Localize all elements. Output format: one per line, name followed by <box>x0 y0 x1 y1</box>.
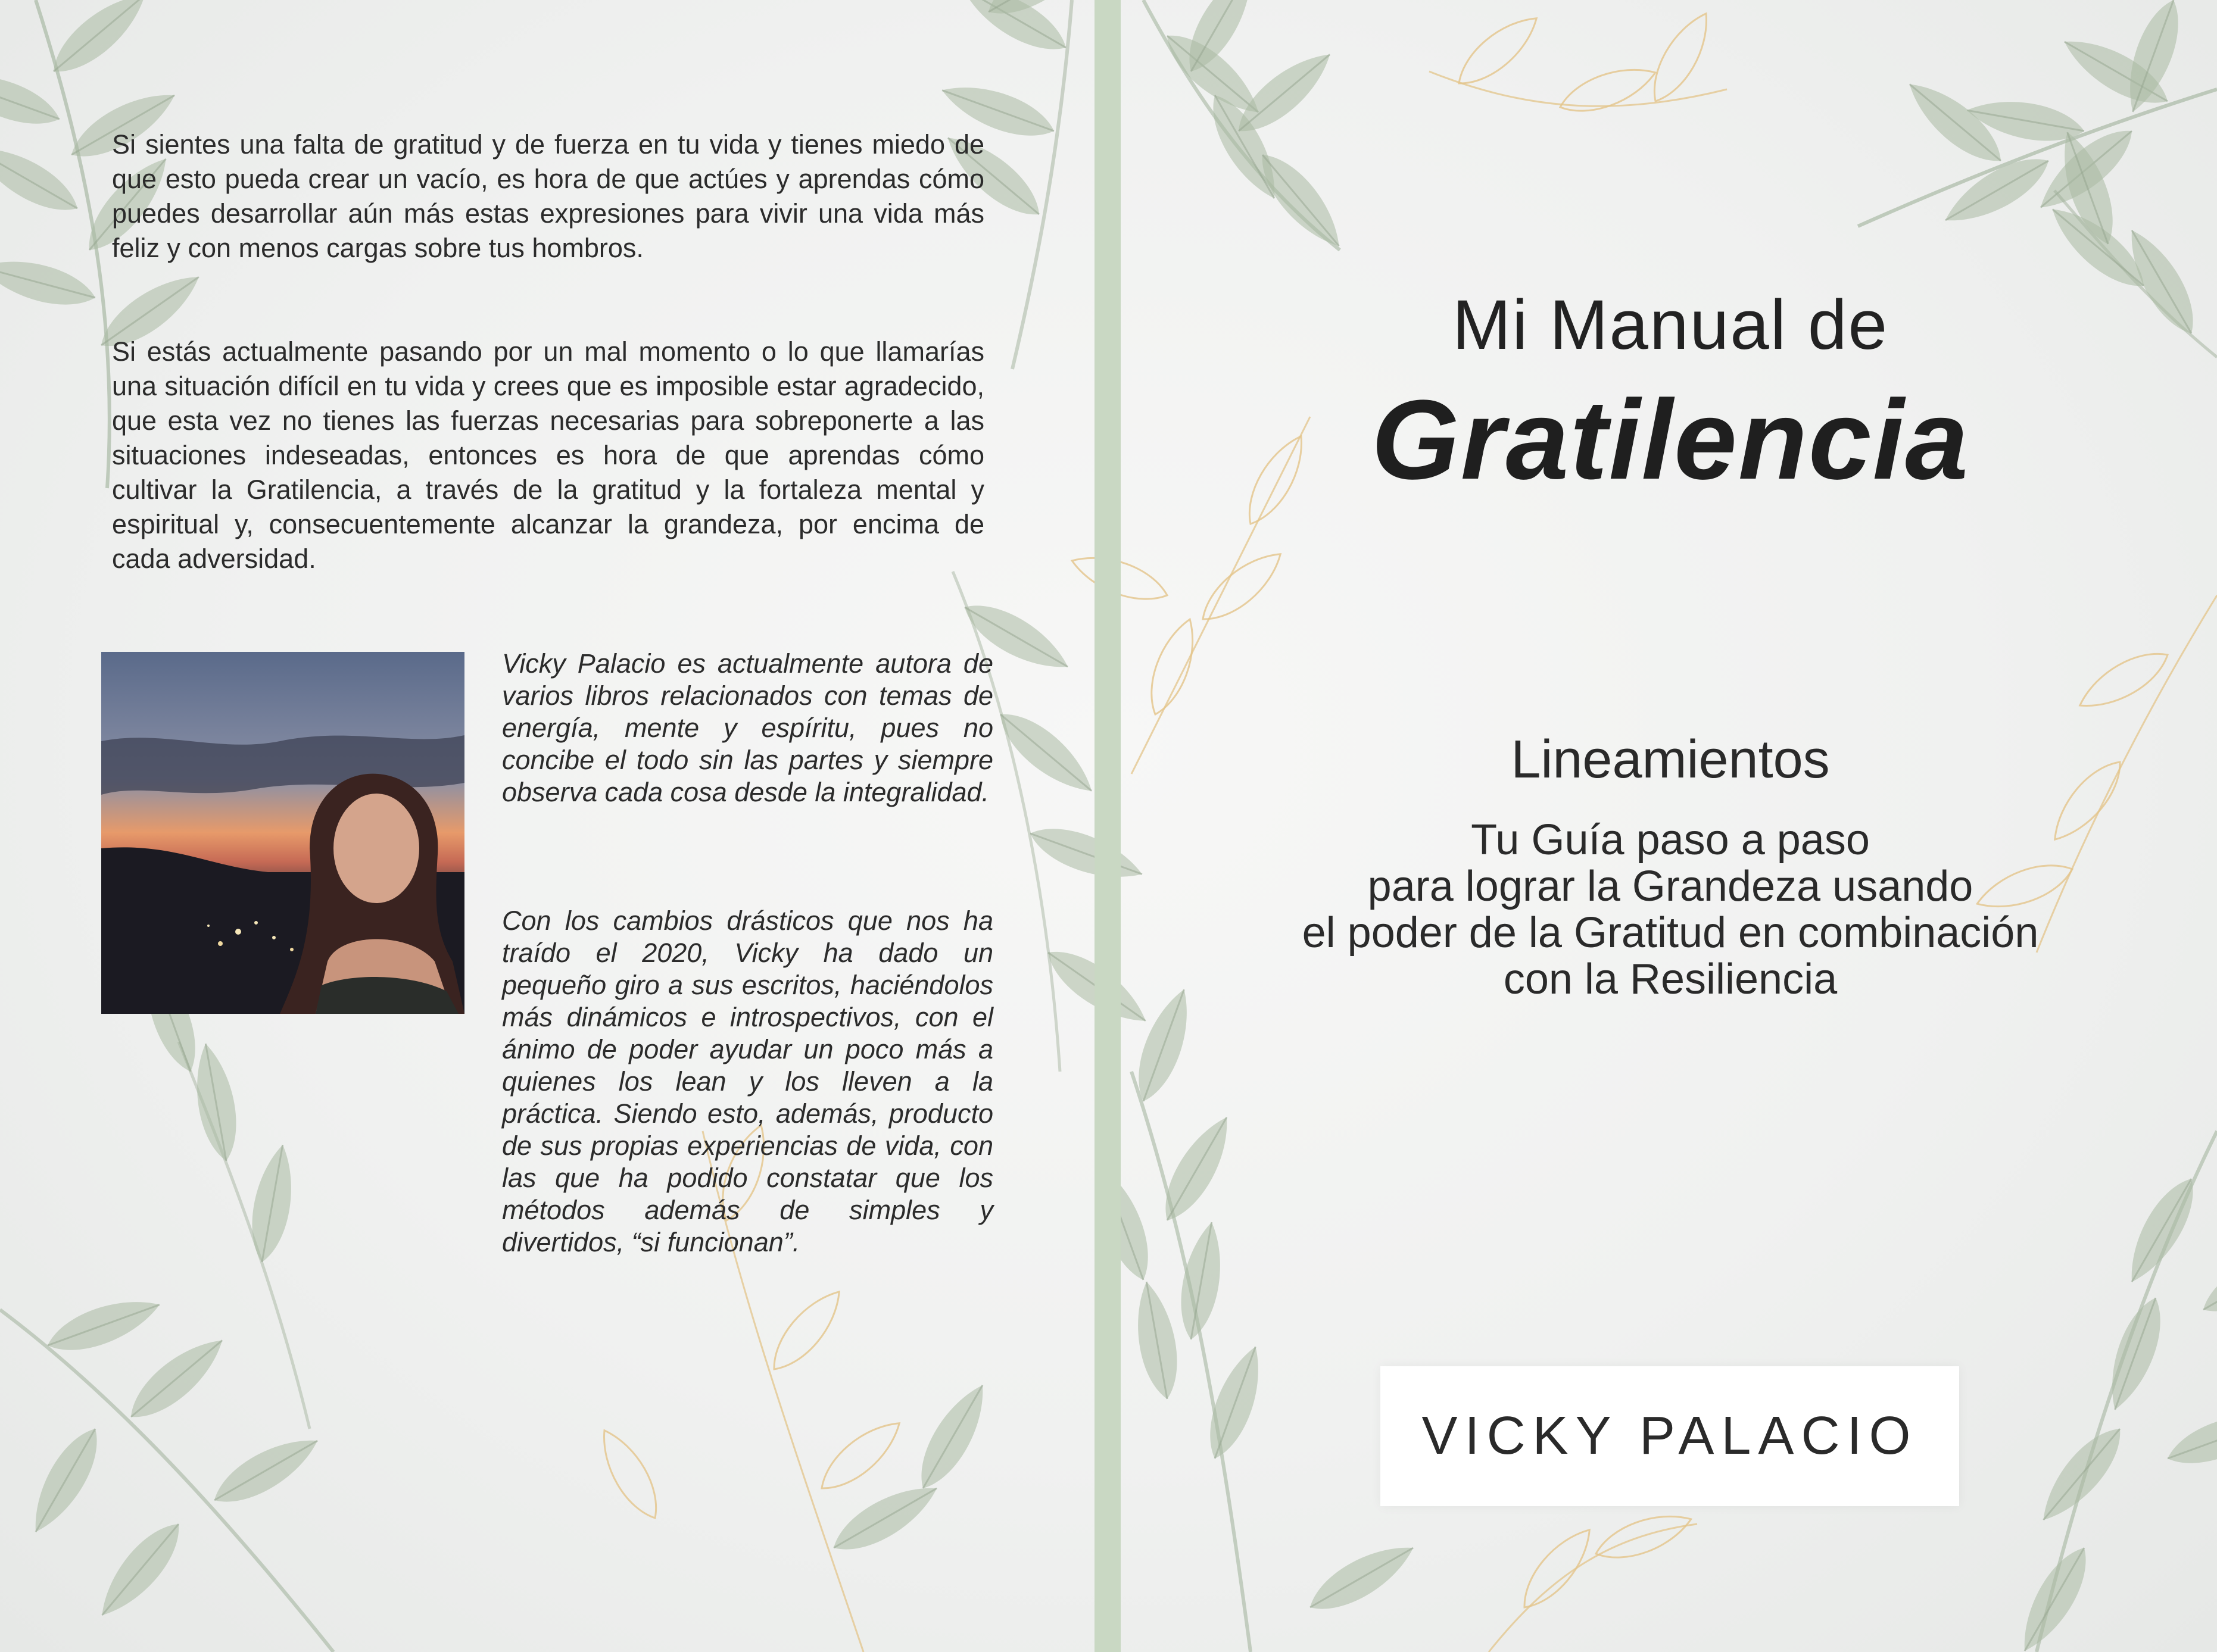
book-title-line-2: Gratilencia <box>1371 377 1970 503</box>
book-title-line-1: Mi Manual de <box>1452 286 1889 364</box>
author-name: VICKY PALACIO <box>1421 1406 1918 1466</box>
tagline-line-1: Tu Guía paso a paso <box>1471 816 1870 864</box>
author-name-box <box>1380 1366 1959 1506</box>
back-cover-paragraph-1: Si sientes una falta de gratitud y de fuerza en tu vida y tienes miedo de que esto pueda crear un vacío, es hora de que actúes y aprendas cómo puedes desarrollar aún más estas expresiones para vivir una vida más feliz y con menos cargas sobre tus hombros. <box>112 129 984 263</box>
author-bio-paragraph-2: Con los cambios drásticos que nos ha traído el 2020, Vicky ha dado un pequeño giro a sus escritos, haciéndolos más dinámicos e introspectivos, con el ánimo de poder ayudar un poco más a quienes los lean y los lleven a la práctica. Siendo esto, además, producto de sus propias experiencias de vida, con las que ha podido constatar que los métodos además de simples y divertidos, “si funcionan”. <box>502 905 993 1257</box>
book-tagline <box>1191 817 2150 1003</box>
book-subtitle: Lineamientos <box>1511 730 1830 789</box>
book-spine <box>1095 0 1121 1652</box>
author-bio-paragraph-1: Vicky Palacio es actualmente autora de varios libros relacionados con temas de energía, mente y espíritu, pues no concibe el todo sin las partes y siempre observa cada cosa desde la integralidad. <box>502 648 993 807</box>
tagline-line-4: con la Resiliencia <box>1503 955 1838 1003</box>
back-cover-paragraph-2: Si estás actualmente pasando por un mal momento o lo que llamarías una situación difícil en tu vida y crees que es imposible estar agradecido, que esta vez no tienes las fuerzas necesarias para sobreponerte a las situaciones indeseadas, entonces es hora de que aprendas cómo cultivar la Gratilencia, a través de la gratitud y la fortaleza mental y espiritual y, consecuentemente alcanzar la grandeza, por encima de cada adversidad. <box>112 336 984 574</box>
tagline-line-3: el poder de la Gratitud en combinación <box>1302 909 2039 957</box>
tagline-line-2: para lograr la Grandeza usando <box>1367 863 1973 910</box>
author-photo <box>101 652 464 1014</box>
